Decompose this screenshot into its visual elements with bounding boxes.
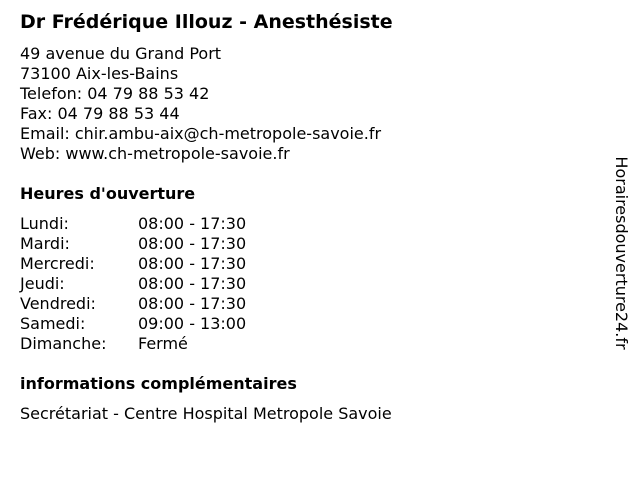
hours-row-monday [20,214,320,234]
day-label: Lundi: [20,214,69,233]
time-range: 08:00 - 17:30 [138,214,247,233]
hours-row-thursday [20,274,320,294]
day-label: Dimanche: [20,334,107,353]
hours-row-friday [20,294,320,314]
day-label: Vendredi: [20,294,96,313]
additional-info-text: Secrétariat - Centre Hospital Metropole Savoie [20,404,392,423]
opening-hours-table [20,214,320,354]
day-label: Samedi: [20,314,86,333]
hours-row-wednesday [20,254,320,274]
time-range: 08:00 - 17:30 [138,274,247,293]
hours-row-tuesday [20,234,320,254]
city: 73100 Aix-les-Bains [20,64,179,83]
contact-block [20,44,381,164]
time-range: 08:00 - 17:30 [138,294,247,313]
website-link[interactable]: Web: www.ch-metropole-savoie.fr [20,144,290,163]
day-label: Jeudi: [20,274,65,293]
opening-hours-heading: Heures d'ouverture [20,184,196,203]
additional-info-heading: informations complémentaires [20,374,297,393]
email-link[interactable]: Email: chir.ambu-aix@ch-metropole-savoie.fr [20,124,382,143]
hours-row-saturday [20,314,320,334]
time-range: 09:00 - 13:00 [138,314,247,333]
phone-number[interactable]: Telefon: 04 79 88 53 42 [20,84,210,103]
page-title: Dr Frédérique Illouz - Anesthésiste [20,11,393,33]
site-watermark-label: Horairesdouverture24.fr [612,156,631,350]
fax-number: Fax: 04 79 88 53 44 [20,104,180,123]
day-label: Mardi: [20,234,70,253]
day-label: Mercredi: [20,254,95,273]
time-range: Fermé [138,334,188,353]
site-watermark [610,133,632,373]
street-address: 49 avenue du Grand Port [20,44,222,63]
hours-row-sunday [20,334,320,354]
time-range: 08:00 - 17:30 [138,254,247,273]
time-range: 08:00 - 17:30 [138,234,247,253]
